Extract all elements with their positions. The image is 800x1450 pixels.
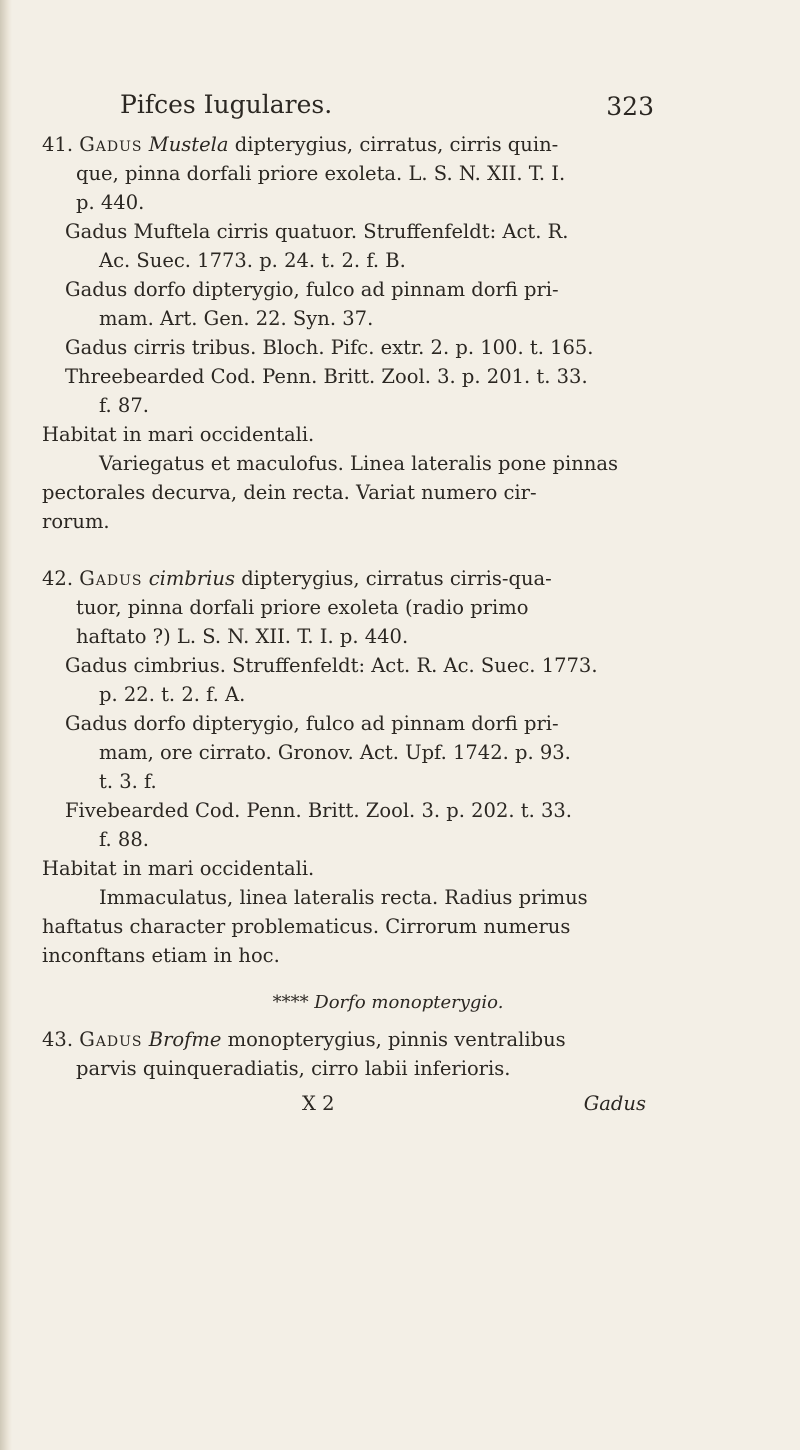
synonym-line: mam, ore cirrato. Gronov. Act. Upf. 1742. p. 93. — [99, 741, 571, 764]
entry-number: 41. — [42, 133, 74, 156]
entry-species: Brofme — [148, 1028, 222, 1051]
synonym-line: Gadus dorfo dipterygio, fulco ad pinnam dorfi pri- — [65, 712, 559, 735]
diagnosis-line: parvis quinqueradiatis, cirro labii inferioris. — [76, 1057, 511, 1080]
entry-species: Mustela — [148, 133, 229, 156]
book-page — [42, 90, 654, 1119]
synonym-line: mam. Art. Gen. 22. Syn. 37. — [99, 307, 374, 330]
synonym-line: Gadus dorfo dipterygio, fulco ad pinnam dorfi pri- — [65, 278, 559, 301]
habitat-line: Habitat in mari occidentali. — [42, 423, 315, 446]
spacer — [42, 1017, 654, 1025]
diagnosis-line: que, pinna dorfali priore exoleta. L. S. N. XII. T. I. — [76, 162, 566, 185]
synonym-line: t. 3. f. — [99, 770, 157, 793]
species-entry-43 — [42, 1025, 654, 1083]
entry-number: 42. — [42, 567, 74, 590]
notes-line: haftatus character problematicus. Cirrorum numerus — [42, 915, 571, 938]
synonym-line: Fivebearded Cod. Penn. Britt. Zool. 3. p. 202. t. 33. — [65, 799, 572, 822]
species-entry-42 — [42, 564, 654, 970]
catchword: Gadus — [583, 1092, 646, 1115]
diagnosis-line: haftato ?) L. S. N. XII. T. I. p. 440. — [76, 625, 409, 648]
synonym-line: Ac. Suec. 1773. p. 24. t. 2. f. B. — [99, 249, 406, 272]
spacer — [42, 536, 654, 564]
running-header — [42, 90, 654, 130]
entry-species: cimbrius — [148, 567, 235, 590]
synonym-line: p. 22. t. 2. f. A. — [99, 683, 246, 706]
synonym-line: Gadus cirris tribus. Bloch. Pifc. extr. 2. p. 100. t. 165. — [65, 336, 594, 359]
diagnosis-line: dipterygius, cirratus, cirris quin- — [234, 133, 559, 156]
page-binding-shadow — [0, 0, 12, 1450]
synonym-line: Threebearded Cod. Penn. Britt. Zool. 3. p. 201. t. 33. — [65, 365, 588, 388]
section-heading: **** Dorfo monopterygio. — [272, 992, 504, 1013]
synonym-line: f. 88. — [99, 828, 149, 851]
synonym-line: f. 87. — [99, 394, 149, 417]
entry-number: 43. — [42, 1028, 74, 1051]
page-number: 323 — [606, 92, 654, 121]
entry-genus: Gadus — [79, 133, 143, 156]
spacer — [42, 970, 654, 988]
notes-line: inconftans etiam in hoc. — [42, 944, 280, 967]
entry-genus: Gadus — [79, 1028, 143, 1051]
signature-mark: X 2 — [302, 1092, 335, 1115]
diagnosis-line: tuor, pinna dorfali priore exoleta (radio primo — [76, 596, 529, 619]
page-footer — [42, 1089, 654, 1119]
entry-heading — [42, 564, 654, 593]
diagnosis-line: p. 440. — [76, 191, 145, 214]
synonym-line: Gadus cimbrius. Struffenfeldt: Act. R. Ac. Suec. 1773. — [65, 654, 598, 677]
habitat-line: Habitat in mari occidentali. — [42, 857, 315, 880]
notes-line: Variegatus et maculofus. Linea lateralis pone pinnas — [99, 452, 619, 475]
diagnosis-line: monopterygius, pinnis ventralibus — [227, 1028, 566, 1051]
notes-line: rorum. — [42, 510, 110, 533]
synonym-line: Gadus Muftela cirris quatuor. Struffenfeldt: Act. R. — [65, 220, 569, 243]
entry-genus: Gadus — [79, 567, 143, 590]
diagnosis-line: dipterygius, cirratus cirris-qua- — [241, 567, 552, 590]
running-title: Pifces Iugulares. — [120, 90, 333, 119]
entry-heading — [42, 1025, 654, 1054]
entry-heading — [42, 130, 654, 159]
notes-line: pectorales decurva, dein recta. Variat numero cir- — [42, 481, 537, 504]
species-entry-41 — [42, 130, 654, 536]
notes-line: Immaculatus, linea lateralis recta. Radius primus — [99, 886, 588, 909]
